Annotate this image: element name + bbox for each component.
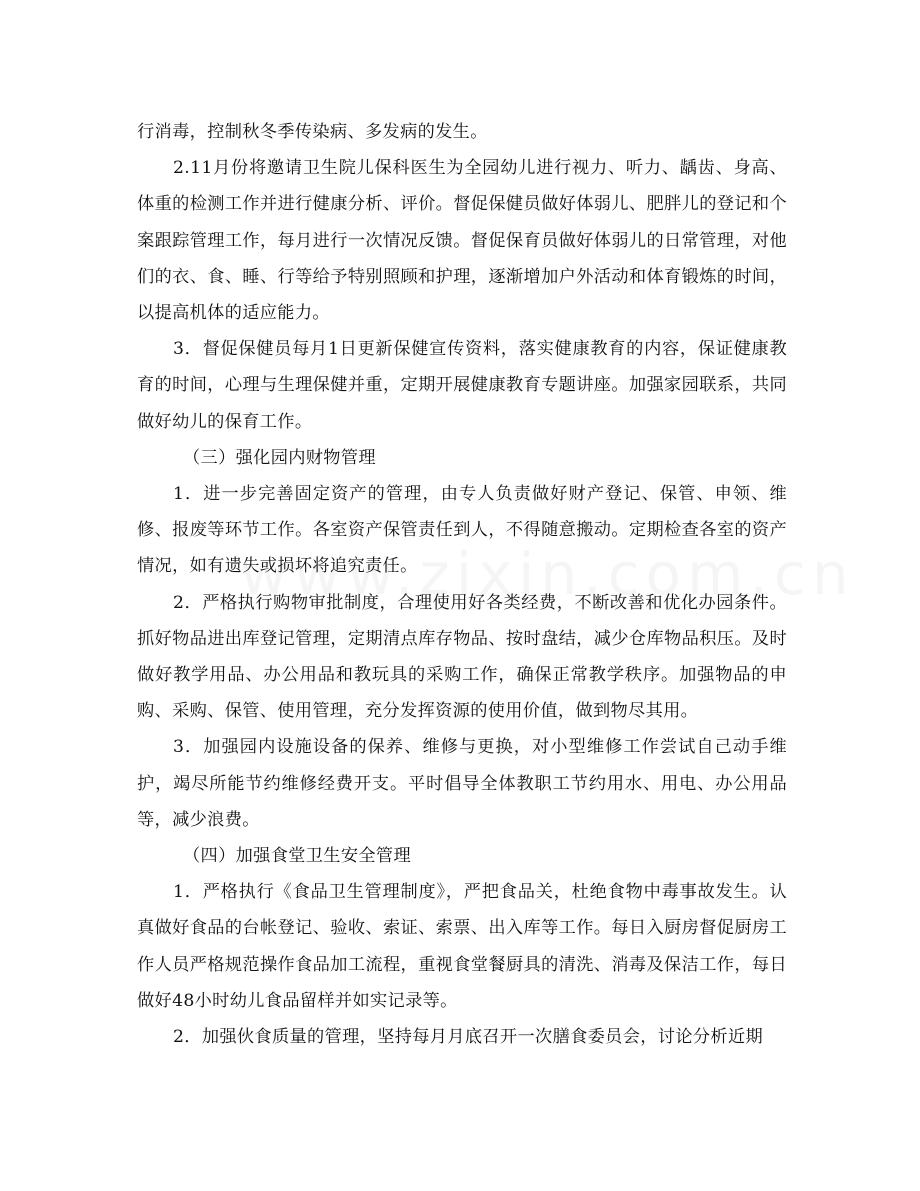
paragraph-item-3: 3．督促保健员每月1日更新保健宣传资料，落实健康教育的内容，保证健康教育的时间，心理与生理保健并重，定期开展健康教育专题讲座。加强家园联系，共同做好幼儿的保育工作。	[137, 339, 787, 432]
paragraph-item-3b: 3．加强园内设施设备的保养、维修与更换，对小型维修工作尝试自己动手维护，竭尽所能节约维修经费开支。平时倡导全体教职工节约用水、用电、办公用品等，减少浪费。	[137, 737, 787, 830]
paragraph-item-1c: 1．严格执行《食品卫生管理制度》，严把食品关，杜绝食物中毒事故发生。认真做好食品的台帐登记、验收、索证、索票、出入库等工作。每日入厨房督促厨房工作人员严格规范操作食品加工流程，重视食堂餐厨具的清洗、消毒及保洁工作，每日做好48小时幼儿食品留样并如实记录等。	[137, 882, 787, 1011]
paragraph-item-2: 2.11月份将邀请卫生院儿保科医生为全园幼儿进行视力、听力、龋齿、身高、体重的检测工作并进行健康分析、评价。督促保健员做好体弱儿、肥胖儿的登记和个案跟踪管理工作，每月进行一次情况反馈。督促保育员做好体弱儿的日常管理，对他们的衣、食、睡、行等给予特别照顾和护理，逐渐增加户外活动和体育锻炼的时间，以提高机体的适应能力。	[137, 158, 787, 324]
paragraph-item-2c: 2．加强伙食质量的管理，坚持每月月底召开一次膳食委员会，讨论分析近期	[173, 1027, 764, 1048]
paragraph-continuation: 行消毒，控制秋冬季传染病、多发病的发生。	[137, 122, 488, 142]
paragraph-item-1: 1．进一步完善固定资产的管理，由专人负责做好财产登记、保管、申领、维修、报废等环节工作。各室资产保管责任到人，不得随意搬动。定期检查各室的资产情况，如有遗失或损坏将追究责任。	[137, 484, 787, 577]
section-heading-3: （三）强化园内财物管理	[183, 447, 376, 468]
document-body	[137, 114, 787, 1055]
section-heading-4: （四）加强食堂卫生安全管理	[183, 846, 411, 867]
paragraph-item-2b: 2．严格执行购物审批制度，合理使用好各类经费，不断改善和优化办园条件。抓好物品进出库登记管理，定期清点库存物品、按时盘结，减少仓库物品积压。及时做好教学用品、办公用品和教玩具的采购工作，确保正常教学秩序。加强物品的申购、采购、保管、使用管理，充分发挥资源的使用价值，做到物尽其用。	[137, 592, 787, 722]
